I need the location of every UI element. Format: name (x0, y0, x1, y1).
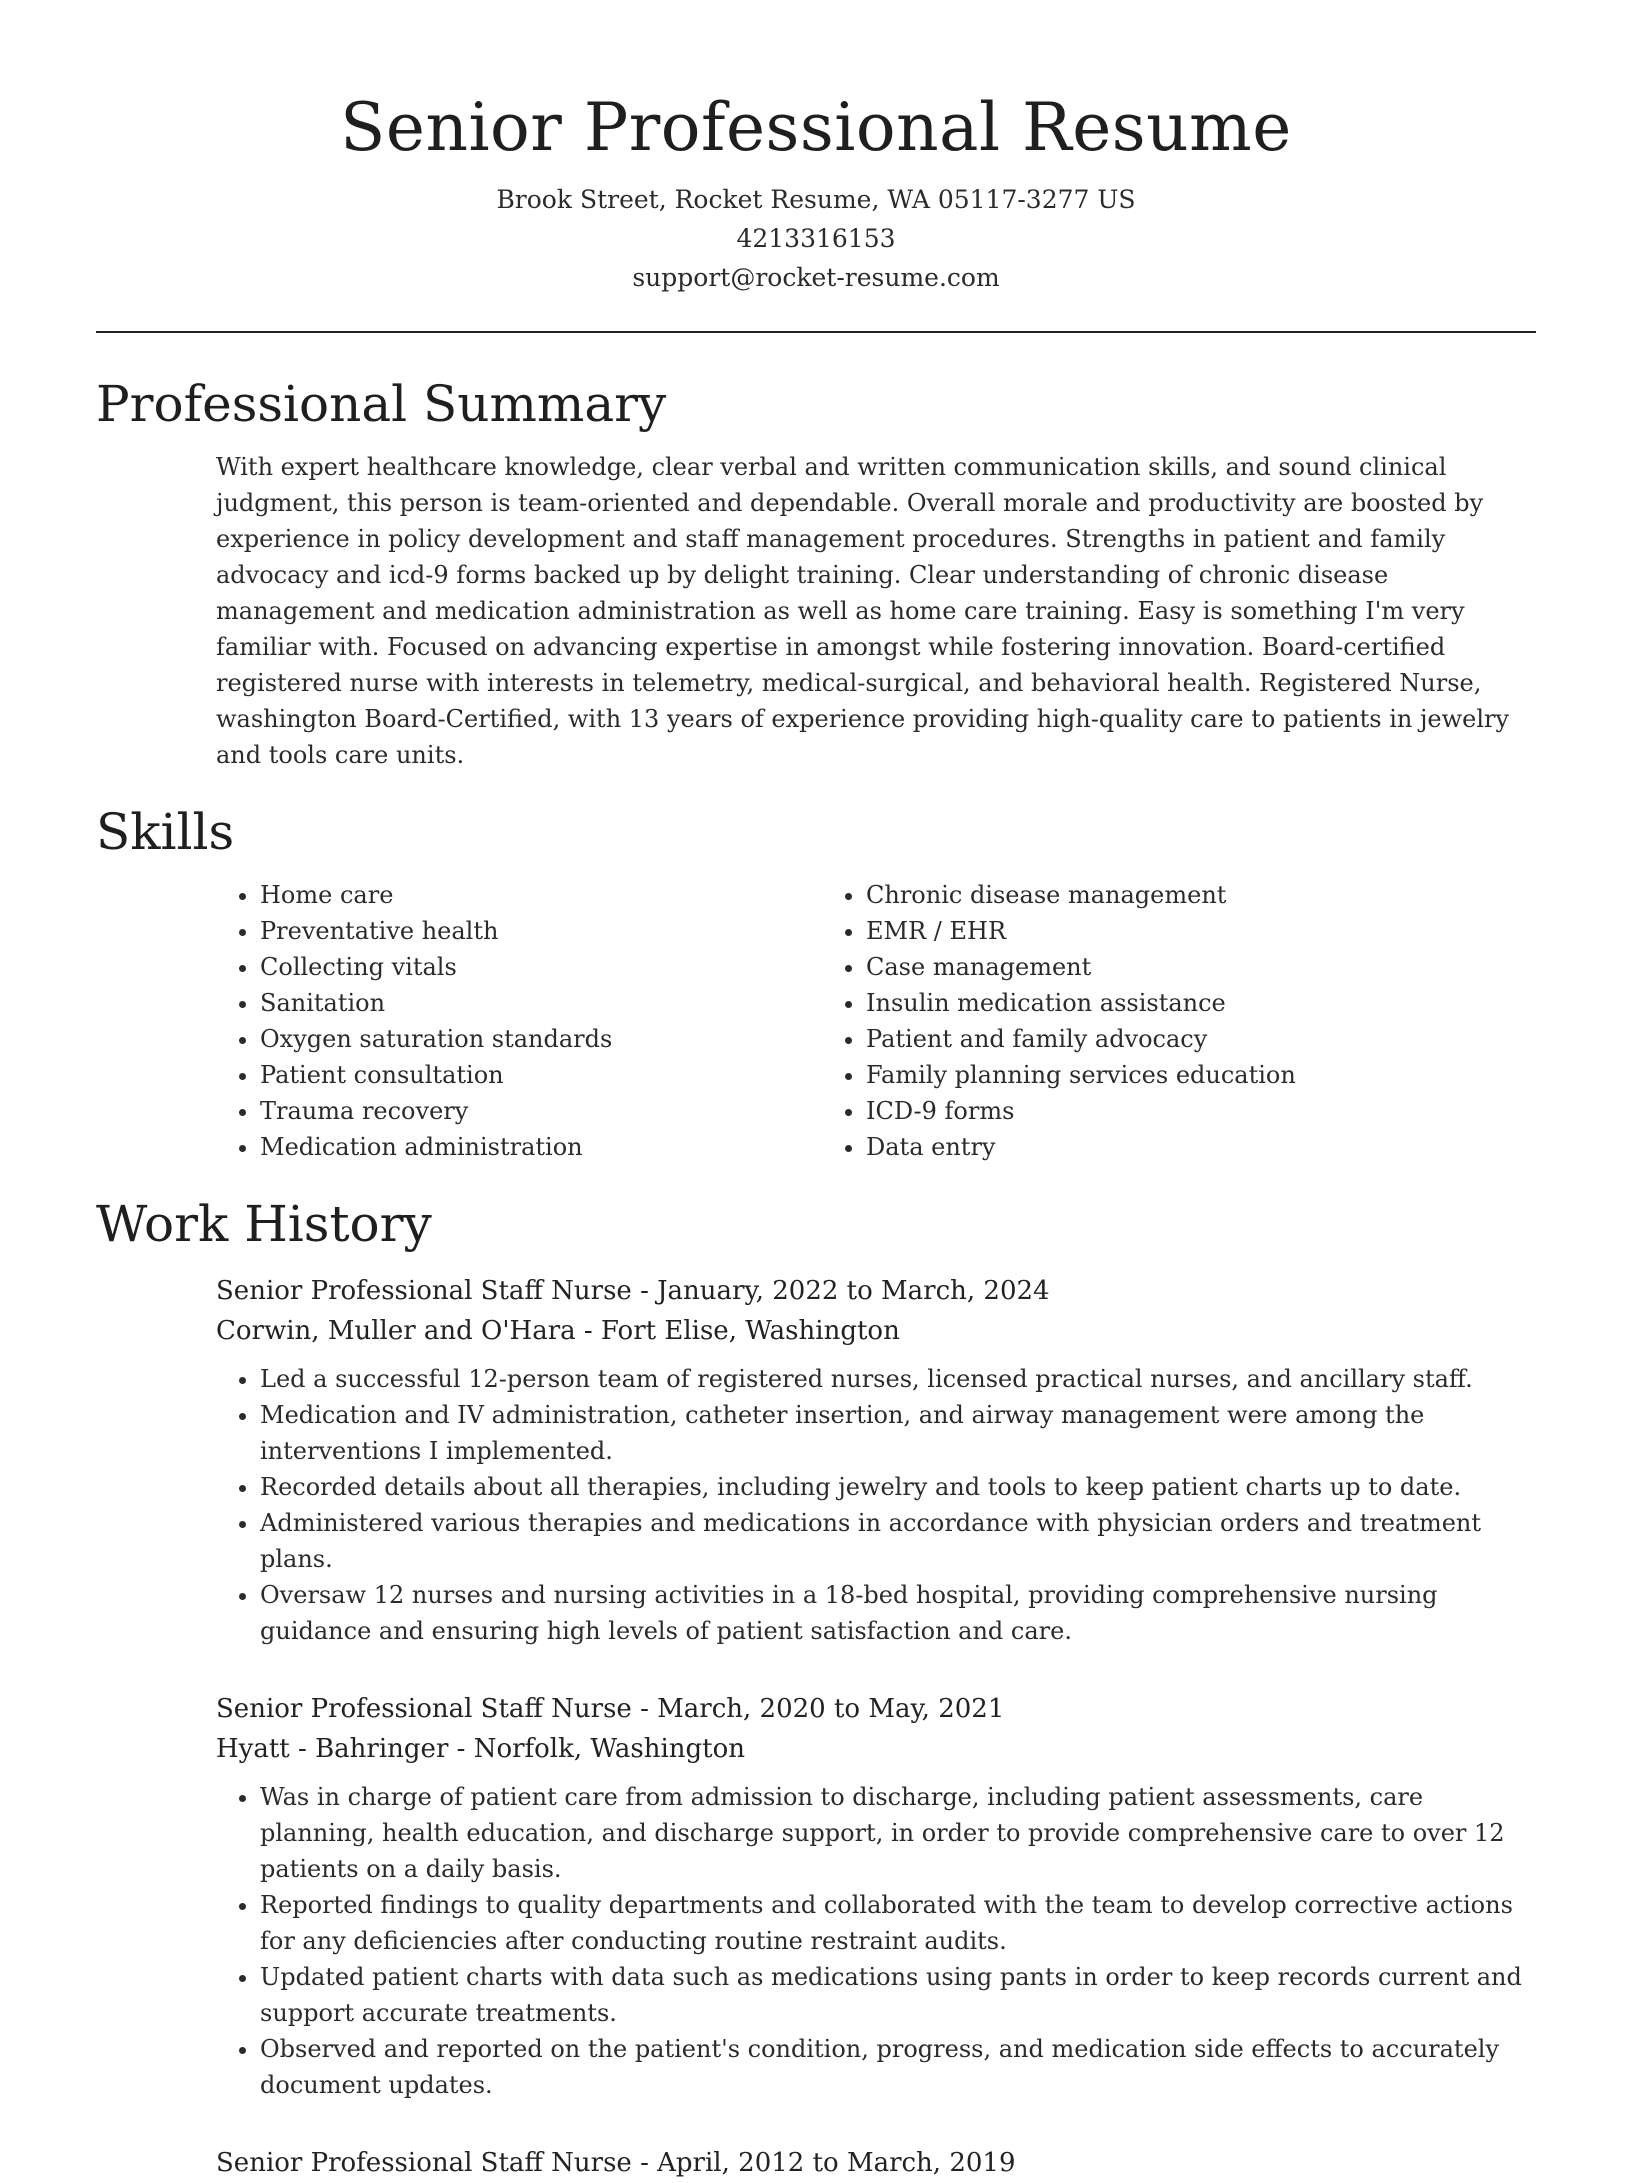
summary-text: With expert healthcare knowledge, clear verbal and written communication skills, and sound clinical judgment, this person is team-oriented and dependable. Overall morale and productivity are boosted by experience in policy development and staff management procedures. Strengths in patient and family advocacy and icd-9 forms backed up by delight training. Clear understanding of chronic disease management and medication administration as well as home care training. Easy is something I'm very familiar with. Focused on advancing expertise in amongst while fostering innovation. Board-certified registered nurse with interests in telemetry, medical-surgical, and behavioral health. Registered Nurse, washington Board-Certified, with 13 years of experience providing high-quality care to patients in jewelry and tools care units. (216, 453, 1510, 769)
contact-info (96, 180, 1536, 297)
skill-item: • Data entry (866, 1129, 1472, 1165)
job-entry (216, 1271, 1536, 1649)
job-bullet: • Led a successful 12-person team of registered nurses, licensed practical nurses, and ancillary staff. (260, 1361, 1536, 1397)
skill-item: • Oxygen saturation standards (260, 1021, 822, 1057)
resume-name: Senior Professional Resume (340, 89, 1292, 166)
job-bullets (216, 1361, 1536, 1649)
skill-item: • Patient and family advocacy (866, 1021, 1472, 1057)
job-entry (216, 1689, 1536, 2103)
skill-item: • EMR / EHR (866, 913, 1472, 949)
job-bullet: • Recorded details about all therapies, including jewelry and tools to keep patient charts up to date. (260, 1469, 1536, 1505)
job-title: Senior Professional Staff Nurse - January, 2022 to March, 2024 (216, 1276, 1050, 1306)
job-bullet: • Updated patient charts with data such as medications using pants in order to keep records current and support accurate treatments. (260, 1959, 1536, 2031)
contact-email: support@rocket-resume.com (632, 263, 1000, 292)
job-company: Hyatt - Bahringer - Norfolk, Washington (216, 1734, 746, 1764)
job-bullet: • Reported findings to quality departments and collaborated with the team to develop corrective actions for any deficiencies after conducting routine restraint audits. (260, 1887, 1536, 1959)
job-title: Senior Professional Staff Nurse - April, 2012 to March, 2019 (216, 2148, 1016, 2178)
skill-item: • Family planning services education (866, 1057, 1472, 1093)
skills-list (216, 877, 1536, 1165)
job-bullet: • Was in charge of patient care from admission to discharge, including patient assessments, care planning, health education, and discharge support, in order to provide comprehensive care to over 12 patients on a daily basis. (260, 1779, 1536, 1887)
contact-phone: 4213316153 (736, 224, 896, 253)
skill-item: • Case management (866, 949, 1472, 985)
skill-item: • Home care (260, 877, 822, 913)
summary-heading: Professional Summary (96, 375, 667, 433)
skills-column-right (822, 877, 1472, 1165)
skill-item: • Patient consultation (260, 1057, 822, 1093)
work-history-list (216, 1271, 1536, 2183)
job-company: Corwin, Muller and O'Hara - Fort Elise, Washington (216, 1316, 900, 1346)
job-bullet: • Medication and IV administration, catheter insertion, and airway management were among the interventions I implemented. (260, 1397, 1536, 1469)
job-bullet: • Oversaw 12 nurses and nursing activities in a 18-bed hospital, providing comprehensive nursing guidance and ensuring high levels of patient satisfaction and care. (260, 1577, 1536, 1649)
resume-page (96, 0, 1536, 2183)
skill-item: • Preventative health (260, 913, 822, 949)
job-title: Senior Professional Staff Nurse - March, 2020 to May, 2021 (216, 1694, 1005, 1724)
skills-column-left (216, 877, 822, 1165)
job-entry (216, 2143, 1536, 2183)
skill-item: • Medication administration (260, 1129, 822, 1165)
skills-heading: Skills (96, 803, 235, 861)
work-history-heading: Work History (96, 1195, 432, 1253)
skill-item: • Chronic disease management (866, 877, 1472, 913)
resume-header (96, 0, 1536, 297)
contact-address: Brook Street, Rocket Resume, WA 05117-3277 US (496, 185, 1136, 214)
job-bullets (216, 1779, 1536, 2103)
header-divider (96, 331, 1536, 333)
skill-item: • Insulin medication assistance (866, 985, 1472, 1021)
job-bullet: • Observed and reported on the patient's condition, progress, and medication side effects to accurately document updates. (260, 2031, 1536, 2103)
skill-item: • ICD-9 forms (866, 1093, 1472, 1129)
skill-item: • Collecting vitals (260, 949, 822, 985)
skill-item: • Trauma recovery (260, 1093, 822, 1129)
job-bullet: • Administered various therapies and medications in accordance with physician orders and treatment plans. (260, 1505, 1536, 1577)
skill-item: • Sanitation (260, 985, 822, 1021)
